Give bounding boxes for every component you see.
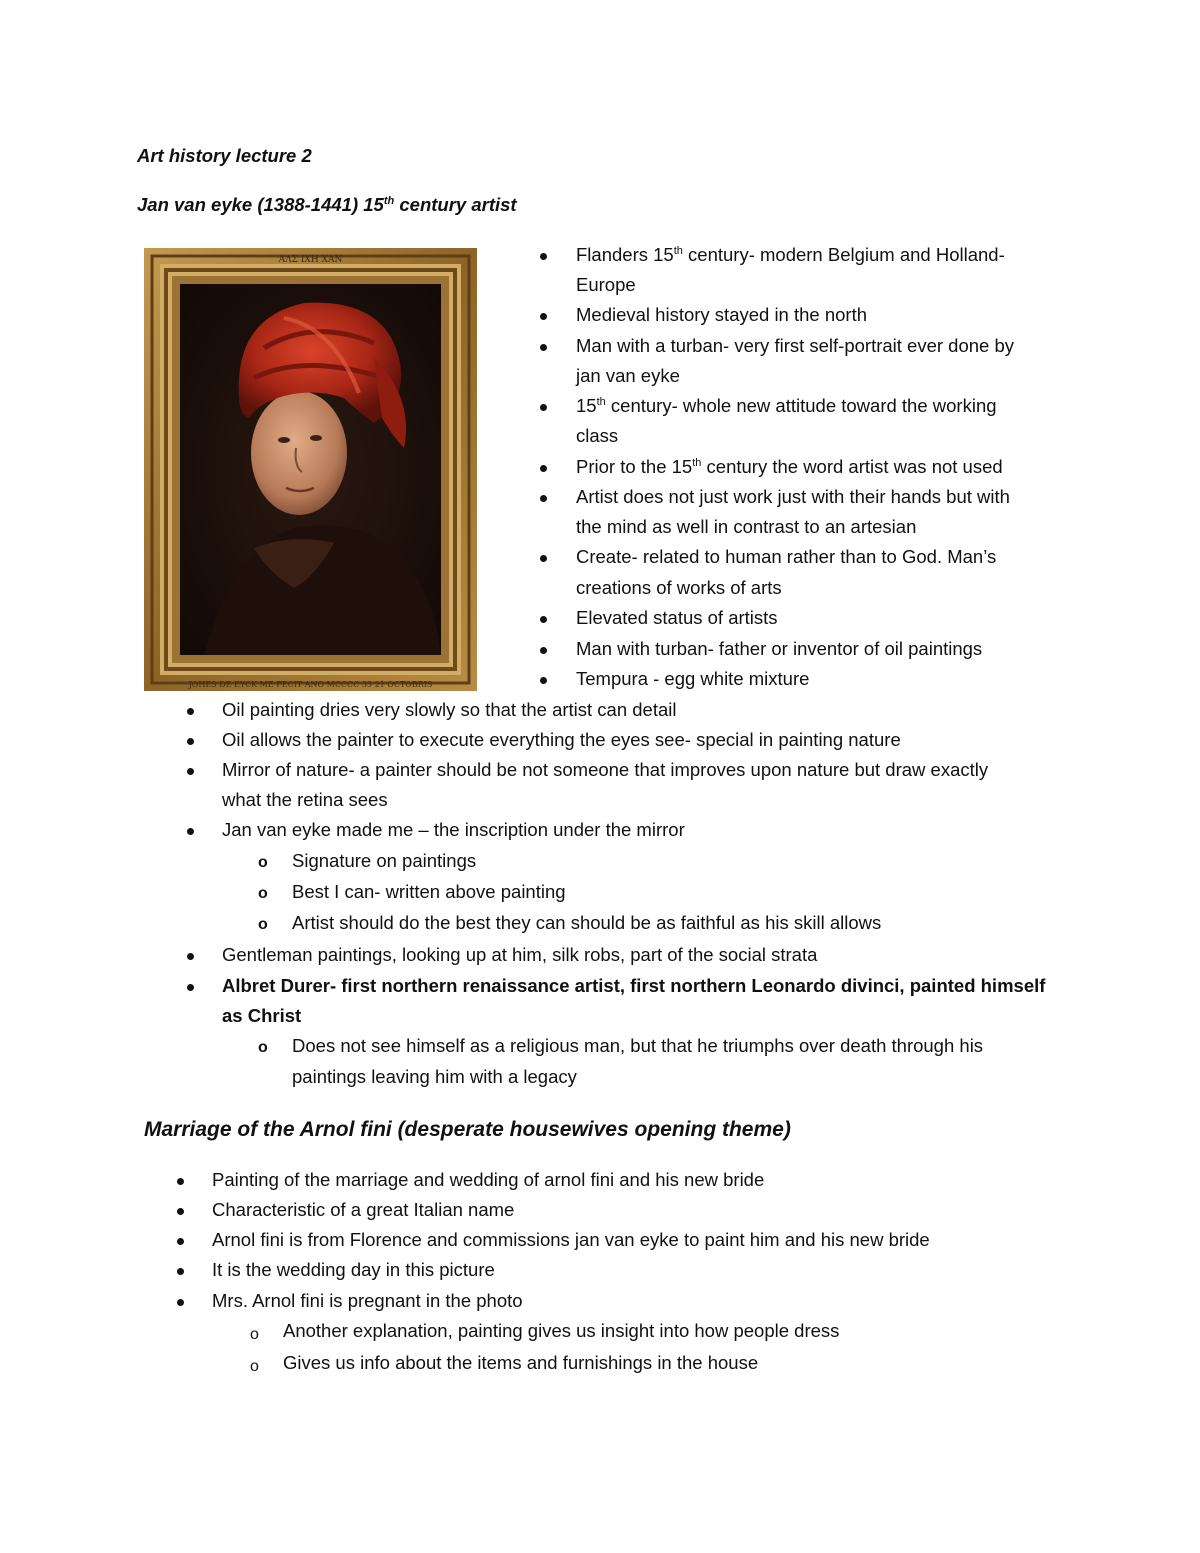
list-item: Characteristic of a great Italian name [212, 1199, 515, 1220]
sub-list-item: Artist should do the best they can should be as faithful as his skill allows [292, 912, 882, 933]
sub-list-item: Another explanation, painting gives us insight into how people dress [283, 1320, 840, 1341]
bullet-dot [187, 953, 194, 960]
bullet-dot [540, 677, 547, 684]
list-item-continuation: class [576, 425, 619, 446]
list-item: Oil allows the painter to execute everything the eyes see- special in painting nature [222, 729, 901, 750]
sub-bullet-marker: o [250, 1358, 259, 1375]
list-item: It is the wedding day in this picture [212, 1259, 495, 1280]
bullet-dot [540, 616, 547, 623]
sub-bullet-marker: o [250, 1326, 259, 1343]
sub-list-item: Best I can- written above painting [292, 881, 566, 902]
bullet-dot [540, 344, 547, 351]
list-item-continuation: creations of works of arts [576, 577, 782, 598]
list-item: Man with turban- father or inventor of oil paintings [576, 638, 983, 659]
sub-bullet-marker: o [258, 854, 268, 871]
bullet-dot [177, 1268, 184, 1275]
sub-list-item: Does not see himself as a religious man, but that he triumphs over death through his [292, 1035, 984, 1056]
sub-bullet-marker: o [258, 885, 268, 902]
sub-list-item: Signature on paintings [292, 850, 477, 871]
bullet-dot [187, 738, 194, 745]
list-item-continuation: as Christ [222, 1005, 302, 1026]
bullet-dot [177, 1178, 184, 1185]
list-item-continuation: Europe [576, 274, 636, 295]
list-item: Elevated status of artists [576, 607, 778, 628]
bullet-dot [540, 555, 547, 562]
list-item-bold: Albret Durer- first northern renaissance artist, first northern Leonardo divinci, painted himself [222, 975, 1046, 996]
list-item: Arnol fini is from Florence and commissions jan van eyke to paint him and his new bride [212, 1229, 930, 1250]
bullet-dot [187, 768, 194, 775]
bullet-dot [177, 1208, 184, 1215]
bullet-dot [540, 253, 547, 260]
bullet-dot [187, 708, 194, 715]
list-item: Mrs. Arnol fini is pregnant in the photo [212, 1290, 523, 1311]
bullet-dot [540, 465, 547, 472]
bullet-dot [540, 647, 547, 654]
list-item: Medieval history stayed in the north [576, 304, 868, 325]
painting-caption-bottom: JOHES DE EYCK ME FECIT ANO MCCCC 33 21 OCTOBRIS [188, 680, 433, 689]
section-heading: Marriage of the Arnol fini (desperate housewives opening theme) [144, 1118, 791, 1141]
list-item: 15th century- whole new attitude toward the working [576, 395, 997, 416]
list-item: Tempura - egg white mixture [576, 668, 810, 689]
bullet-dot [540, 313, 547, 320]
bullet-dot [187, 828, 194, 835]
list-item: Mirror of nature- a painter should be not someone that improves upon nature but draw exactly [222, 759, 989, 780]
list-item: Painting of the marriage and wedding of arnol fini and his new bride [212, 1169, 765, 1190]
bullet-dot [540, 495, 547, 502]
list-item: Create- related to human rather than to God. Man’s [576, 546, 997, 567]
portrait-painting-image [144, 248, 477, 691]
bullet-dot [187, 984, 194, 991]
list-item: Man with a turban- very first self-portrait ever done by [576, 335, 1015, 356]
list-item: Oil painting dries very slowly so that the artist can detail [222, 699, 677, 720]
sub-list-item-continuation: paintings leaving him with a legacy [292, 1066, 577, 1087]
bullet-dot [540, 404, 547, 411]
document-title: Art history lecture 2 [137, 145, 312, 166]
list-item: Flanders 15th century- modern Belgium and Holland- [576, 244, 1005, 265]
list-item-continuation: jan van eyke [576, 365, 680, 386]
document-subtitle: Jan van eyke (1388-1441) 15th century artist [137, 194, 517, 215]
sub-bullet-marker: o [258, 916, 268, 933]
list-item: Gentleman paintings, looking up at him, silk robs, part of the social strata [222, 944, 818, 965]
list-item: Jan van eyke made me – the inscription under the mirror [222, 819, 685, 840]
bullet-dot [177, 1238, 184, 1245]
sub-bullet-marker: o [258, 1039, 268, 1056]
painting-caption-top: ΑΛΣ ΙΧΗ ΧΑΝ [278, 255, 343, 265]
list-item: Artist does not just work just with their hands but with [576, 486, 1010, 507]
sub-list-item: Gives us info about the items and furnishings in the house [283, 1352, 759, 1373]
list-item-continuation: what the retina sees [222, 789, 388, 810]
list-item: Prior to the 15th century the word artist was not used [576, 456, 1003, 477]
bullet-dot [177, 1299, 184, 1306]
list-item-continuation: the mind as well in contrast to an artesian [576, 516, 917, 537]
